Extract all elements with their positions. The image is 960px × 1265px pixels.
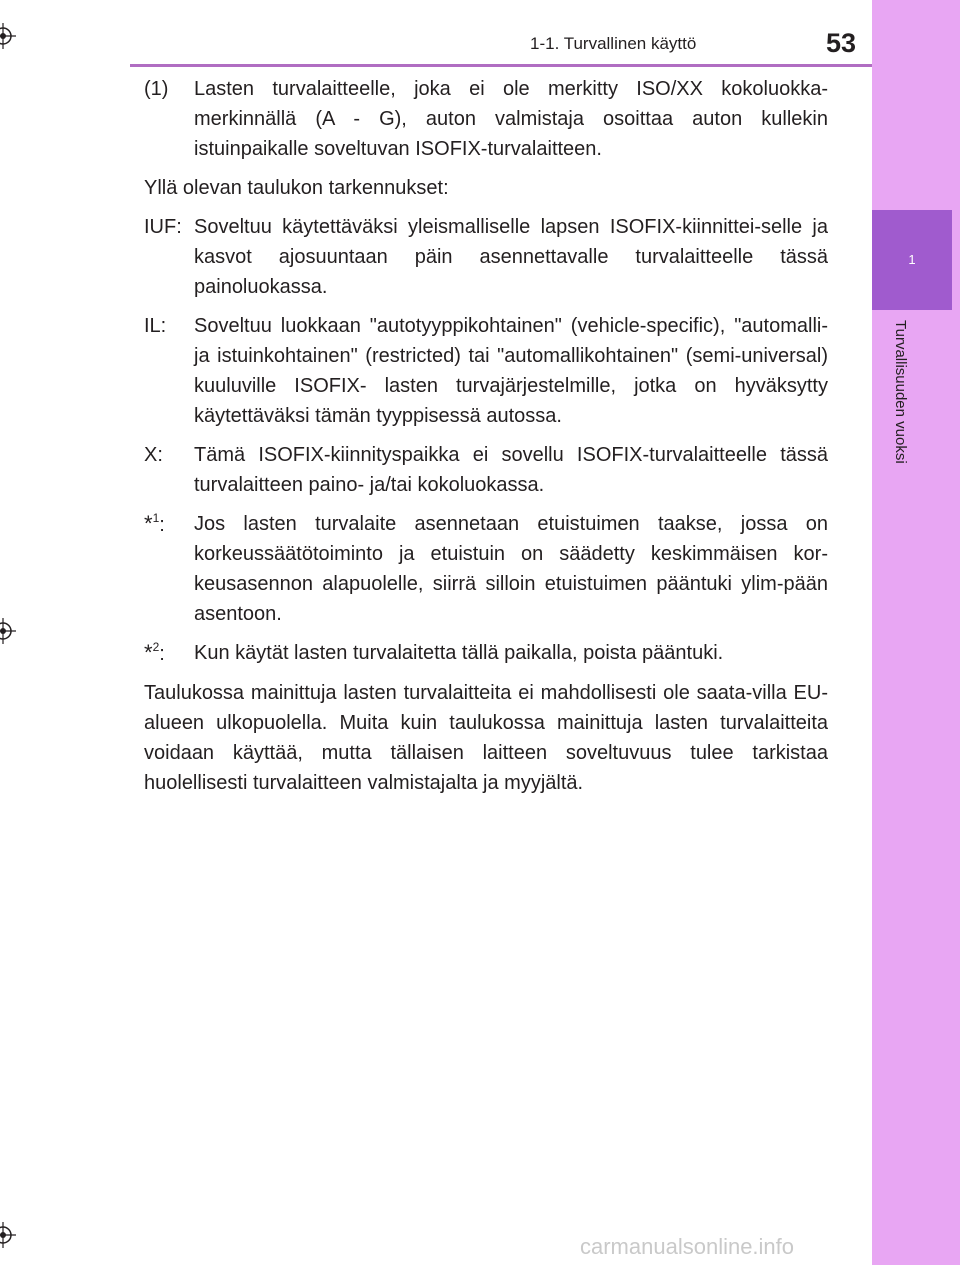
definition-term: IUF: bbox=[144, 216, 182, 238]
footnote-number: 1 bbox=[152, 511, 160, 525]
item-text: Lasten turvalaitteelle, joka ei ole merkitty ISO/XX kokoluokka-merkinnällä (A - G), auton valmistaja osoittaa auton kullekin istuinpaikalle soveltuvan ISOFIX-turvalaitteen. bbox=[194, 78, 828, 160]
definition-text: Soveltuu luokkaan "autotyyppikohtainen" (vehicle-specific), "automalli- ja istuinkohtainen" (restricted) tai "automallikohtainen" (semi-universal) kuuluville ISOFIX- lasten turvajärjestelmille, jotka on hyväksytty käytettäväksi tämän tyyppisessä autossa. bbox=[194, 315, 828, 427]
footnote-text: Kun käytät lasten turvalaitetta tällä paikalla, poista pääntuki. bbox=[194, 642, 724, 664]
definition-term: X: bbox=[144, 444, 163, 466]
definition-iuf bbox=[144, 212, 828, 302]
definition-x bbox=[144, 440, 828, 500]
footnote-star: * bbox=[144, 511, 153, 536]
table-notes-intro: Yllä olevan taulukon tarkennukset: bbox=[144, 177, 449, 199]
footnote-marker bbox=[144, 509, 194, 629]
registration-mark-bottom-left-icon bbox=[0, 1222, 16, 1248]
item-tag: (1) bbox=[144, 78, 169, 100]
footnote-2 bbox=[144, 638, 828, 669]
body-content bbox=[144, 74, 828, 807]
registration-mark-top-left-icon bbox=[0, 23, 16, 49]
watermark: carmanualsonline.info bbox=[580, 1234, 795, 1259]
chapter-number-badge: 1 bbox=[872, 210, 952, 310]
closing-paragraph: Taulukossa mainittuja lasten turvalaitteita ei mahdollisesti ole saata-villa EU-alueen ulkopuolella. Muita kuin taulukossa mainittuja lasten turvalaitteita voidaan käyttää, mutta tällaisen laitteen soveltuvuus tulee tarkistaa huolellisesti turvalaitteen valmistajalta ja myyjältä. bbox=[144, 682, 828, 794]
footnote-marker bbox=[144, 638, 194, 669]
footnote-star: * bbox=[144, 640, 153, 665]
chapter-side-tab bbox=[872, 0, 960, 1265]
definition-text: Tämä ISOFIX-kiinnityspaikka ei sovellu ISOFIX-turvalaitteelle tässä turvalaitteen paino- ja/tai kokoluokassa. bbox=[194, 444, 828, 496]
footnote-1 bbox=[144, 509, 828, 629]
note-item-1 bbox=[144, 74, 828, 164]
chapter-title-text: Turvallisuuden vuoksi bbox=[892, 320, 909, 464]
page-number: 53 bbox=[826, 28, 857, 58]
definition-text: Soveltuu käytettäväksi yleismalliselle lapsen ISOFIX-kiinnittei-selle ja kasvot ajosuuntaan päin asennettavalle turvalaitteelle tässä painoluokassa. bbox=[194, 216, 828, 298]
chapter-title-vertical bbox=[892, 320, 912, 520]
definition-il bbox=[144, 311, 828, 431]
registration-mark-middle-left-icon bbox=[0, 618, 16, 644]
definition-term: IL: bbox=[144, 315, 167, 337]
footnote-text: Jos lasten turvalaite asennetaan etuistuimen taakse, jossa on korkeussäätötoiminto ja etuistuin on säädetty keskimmäisen kor-keusasennon alapuolelle, siirrä silloin etuistuimen pääntuki ylim-pään asentoon. bbox=[194, 513, 828, 625]
footnote-colon: : bbox=[159, 514, 165, 536]
section-heading: 1-1. Turvallinen käyttö bbox=[530, 34, 697, 53]
footnote-colon: : bbox=[159, 643, 165, 665]
header-divider bbox=[130, 64, 872, 67]
footnote-number: 2 bbox=[152, 640, 160, 654]
